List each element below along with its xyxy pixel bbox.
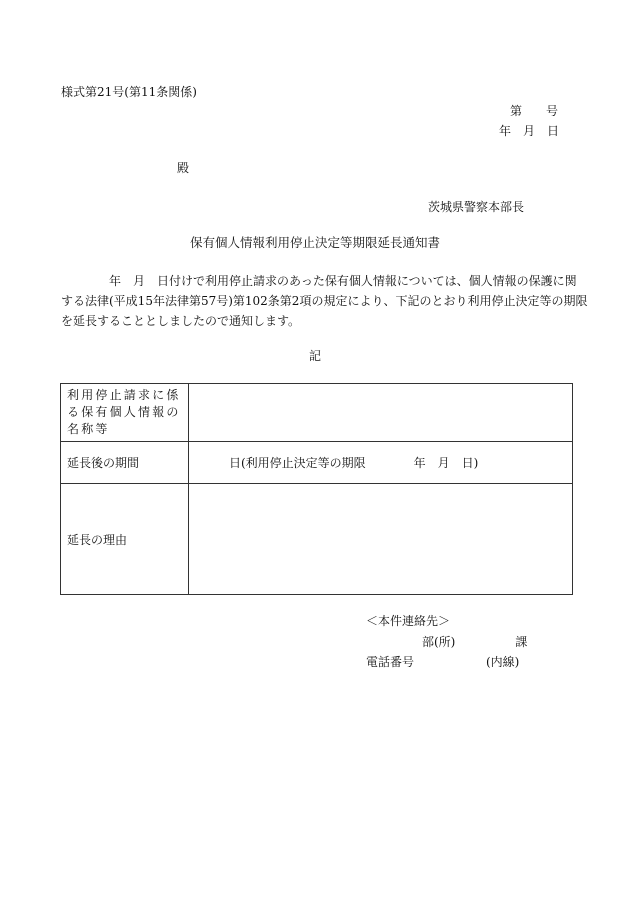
extension-reason-value (189, 484, 573, 595)
info-name-label: 利用停止請求に係る保有個人情報の名称等 (61, 384, 189, 442)
contact-department: 部(所) 課 (422, 635, 528, 649)
contact-phone: 電話番号 (内線) (366, 655, 520, 669)
extended-period-value: 日(利用停止決定等の期限 年 月 日) (189, 442, 573, 484)
info-name-value (189, 384, 573, 442)
form-number: 様式第21号(第11条関係) (61, 85, 197, 99)
issuer-name: 茨城県警察本部長 (428, 200, 525, 214)
extension-reason-label: 延長の理由 (61, 484, 189, 595)
table-row-info-name (61, 384, 573, 442)
contact-heading: ＜本件連絡先＞ (366, 614, 451, 628)
document-number: 第 号 (510, 104, 559, 118)
table-row-extended-period (61, 442, 573, 484)
body-line-3: を延長することとしましたので通知します。 (61, 314, 301, 328)
addressee-honorific: 殿 (177, 161, 190, 175)
table-row-extension-reason (61, 484, 573, 595)
ki-marker: 記 (308, 349, 321, 363)
body-line-2: する法律(平成15年法律第57号)第102条第2項の規定により、下記のとおり利用停止決定等の期限 (61, 294, 588, 308)
document-title: 保有個人情報利用停止決定等期限延長通知書 (189, 235, 440, 250)
details-table (60, 383, 573, 595)
body-line-1: 年 月 日付けで利用停止請求のあった保有個人情報については、個人情報の保護に関 (61, 274, 577, 288)
document-date: 年 月 日 (499, 124, 560, 138)
notice-body (61, 271, 588, 331)
extended-period-label: 延長後の期間 (61, 442, 189, 484)
